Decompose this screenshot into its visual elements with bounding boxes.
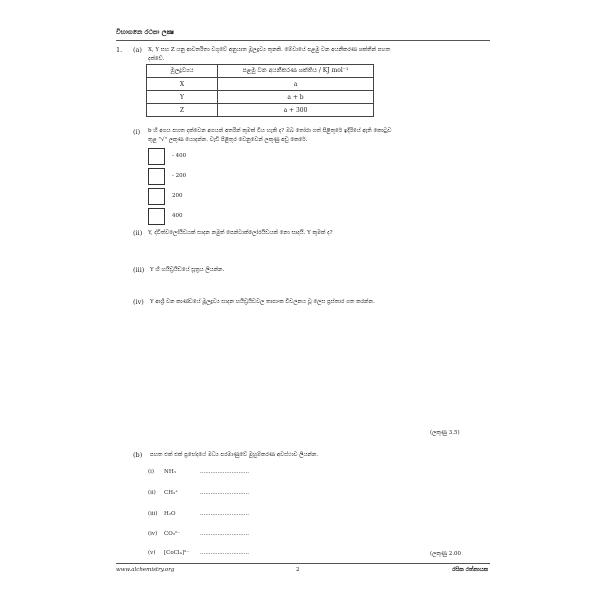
species-label: (i) — [148, 469, 155, 475]
sub-iii-label: (iii) — [133, 266, 145, 274]
ionization-energy-table — [146, 64, 374, 117]
sub-iv-label: (iv) — [133, 298, 144, 306]
option-checkbox-3[interactable] — [148, 188, 165, 205]
answer-dots[interactable]: ............................ — [200, 550, 249, 556]
page-number: 2 — [296, 567, 300, 573]
species-label: (iv) — [148, 531, 158, 537]
sub-iii-text: Y හි හයිඩ්‍රයිඩයේ සූත්‍රය ලියන්න. — [150, 267, 225, 273]
footer-rule — [116, 563, 490, 564]
species-formula: NH₃ — [164, 469, 176, 475]
species-label: (ii) — [148, 490, 156, 496]
part-b-text: පහත එක් එක් ප්‍රභේදයේ මධ්‍ය පරමාණුවේ මුහුම්කරණ අවස්ථාව ලියන්න. — [150, 452, 319, 458]
answer-dots[interactable]: ............................ — [200, 531, 249, 537]
part-a-text-line2: දක්වේ. — [148, 56, 165, 62]
species-formula: H₂O — [164, 511, 176, 517]
table-cell: a + 300 — [218, 104, 374, 117]
table-header-cell: මූලද්‍රව්‍යය — [147, 65, 218, 78]
species-formula: CH₃⁺ — [164, 490, 179, 496]
table-row — [147, 91, 374, 104]
sub-ii-text: Y, ද්විත්වලෝයිඩයක් සාදන නමුත් පෙන්ටාක්ලෝරයිඩයක් නො සාදයි. Y කුමක් ද? — [148, 230, 333, 236]
option-checkbox-4[interactable] — [148, 208, 165, 225]
marks-part-b: (ලකුණු 2.00 — [430, 551, 461, 557]
answer-dots[interactable]: ............................ — [200, 511, 249, 517]
species-label: (iii) — [148, 511, 158, 517]
table-cell: X — [147, 78, 218, 91]
option-label: - 200 — [172, 173, 187, 179]
table-cell: a — [218, 78, 374, 91]
page-header-title: විහාගනෙ රථපා ලක්‍ෂ — [116, 28, 175, 36]
table-cell: a + b — [218, 91, 374, 104]
question-number: 1. — [116, 46, 123, 54]
sub-i-text-line1: b හි අගය පහත දක්වෙන අගයන් අතරින් කුමක් විය හැකි ද? ඔබ තෝරා ගත් පිළිතුරේ ඉදිරියේ ඇති කොටුව — [148, 128, 392, 134]
marks-part-a: (ලකුණු 3.5) — [430, 430, 460, 436]
species-label: (v) — [148, 550, 156, 556]
table-cell: Y — [147, 91, 218, 104]
option-checkbox-2[interactable] — [148, 168, 165, 185]
species-formula: [CoCl₄]²⁻ — [164, 550, 190, 556]
part-a-label: (a) — [133, 46, 142, 54]
sub-i-text-line2: තුළ "√" ලකුණ යොදන්න. වැඩි පිළිතුර වෙනුවෙන් ලකුණු අඩු කෙරේ. — [148, 137, 308, 143]
answer-dots[interactable]: ............................ — [200, 469, 249, 475]
option-label: - 400 — [172, 153, 187, 159]
sub-i-label: (i) — [133, 128, 141, 136]
table-header-cell: පළමු වන අයනීකරණ ශක්තිය / KJ mol⁻¹ — [218, 65, 374, 78]
sub-ii-label: (ii) — [133, 229, 143, 237]
table-row — [147, 104, 374, 117]
footer-author: රසික රත්නායක — [452, 567, 489, 573]
part-b-label: (b) — [133, 451, 143, 459]
table-header-row — [147, 65, 374, 78]
sub-iv-text: Y ආශ්‍රි වන කාණ්ඩයේ මූලද්‍රව්‍ය සාදන හයිඩ්‍රයිඩවල තාපාංක විචලනය වූ ලෙස ප්‍රස්තාර ගත කරන්න. — [150, 299, 375, 305]
option-label: 400 — [172, 213, 183, 219]
answer-dots[interactable]: ............................ — [200, 490, 249, 496]
species-formula: CO₃²⁻ — [164, 531, 181, 537]
footer-website: www.alchemistry.org — [116, 567, 175, 573]
option-checkbox-1[interactable] — [148, 148, 165, 165]
table-cell: Z — [147, 104, 218, 117]
header-rule — [116, 40, 490, 41]
part-a-text-line1: X, Y සහ Z යනු ආවර්තිතා වගුවේ අනුයාත මූලද්‍රව්‍ය තුනකි. මේවායේ පළමු වන අයනීකරණ ශක්තීන් පහත — [148, 47, 391, 53]
table-row — [147, 78, 374, 91]
option-label: 200 — [172, 193, 183, 199]
